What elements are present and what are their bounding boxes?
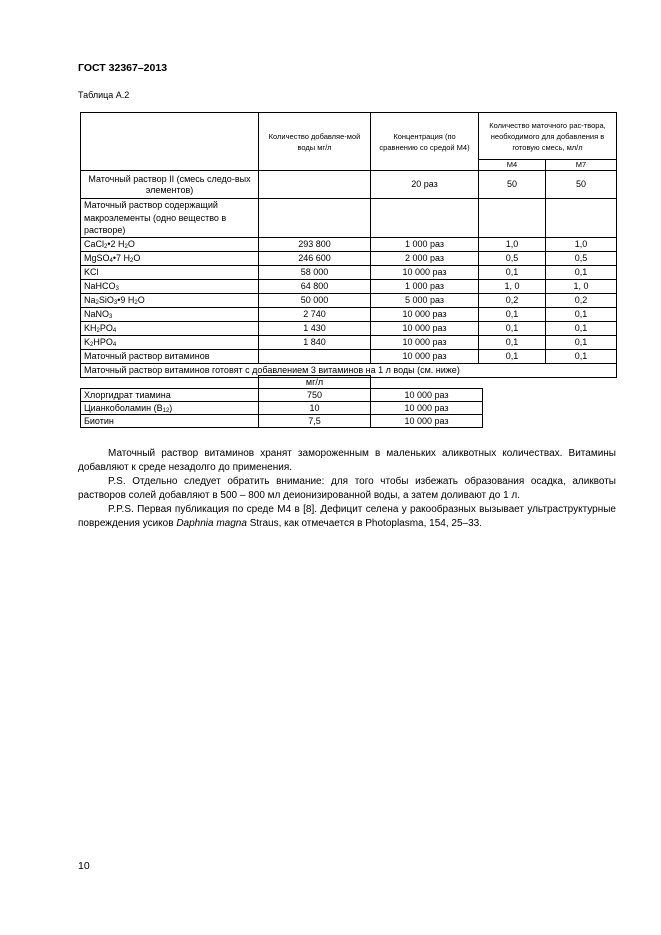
cell-m4: 1, 0: [479, 280, 546, 294]
cell-m4: 0,1: [479, 336, 546, 350]
row-label: $Na_2SiO_3•9$ $H_2O$: [81, 294, 259, 308]
cell-m7: 0,5: [546, 252, 617, 266]
header-m4: М4: [479, 160, 546, 171]
table-row: [81, 415, 483, 428]
vitamin-name: Хлоргидрат тиамина: [81, 389, 259, 402]
table-row: [81, 376, 483, 389]
cell-m7: 0,2: [546, 294, 617, 308]
cell-concentration: 5 000 раз: [371, 294, 479, 308]
cell-m4: 0,5: [479, 252, 546, 266]
cell-amount: 1 430: [259, 322, 371, 336]
cell-m7: 0,1: [546, 322, 617, 336]
cell-amount: 50 000: [259, 294, 371, 308]
header-amount: Количество добавляе-мой воды мг/л: [259, 113, 371, 171]
cell-m4: 0,1: [479, 350, 546, 364]
note-paragraph-2: P.S. Отдельно следует обратить внимание: для того чтобы избежать образования осадка, аликвоты растворов солей добавляют в 500 – 800 мл деионизированной воды, а затем доливают до 1 л.: [78, 476, 616, 501]
cell-amount: 58 000: [259, 266, 371, 280]
table-row: [81, 308, 617, 322]
page-number: 10: [78, 860, 90, 872]
row-label: MgSO$_4$•7 $H_2O$: [81, 252, 259, 266]
table-caption: Таблица А.2: [78, 90, 130, 100]
standard-title: ГОСТ 32367–2013: [78, 62, 168, 74]
table-row: [81, 322, 617, 336]
row-label: $KH_2PO_4$: [81, 322, 259, 336]
cell-concentration: 2 000 раз: [371, 252, 479, 266]
vitamin-concentration: 10 000 раз: [371, 402, 483, 415]
cell-amount: 246 600: [259, 252, 371, 266]
cell-concentration: 10 000 раз: [371, 308, 479, 322]
cell-m4: 50: [479, 171, 546, 199]
vitamin-name: Биотин: [81, 415, 259, 428]
cell-m7: 0,1: [546, 308, 617, 322]
vitamin-amount: 10: [259, 402, 371, 415]
cell-m4: 1,0: [479, 238, 546, 252]
cell-concentration: 10 000 раз: [371, 322, 479, 336]
vitamin-concentration: 10 000 раз: [371, 389, 483, 402]
cell-concentration: 1 000 раз: [371, 238, 479, 252]
vitamins-unit: мг/л: [259, 376, 371, 389]
table-row: [81, 280, 617, 294]
cell-concentration: 10 000 раз: [371, 350, 479, 364]
table-row: [81, 336, 617, 350]
table-row: [81, 389, 483, 402]
vitamins-table: [80, 375, 483, 428]
cell-m7: 0,1: [546, 266, 617, 280]
row-label: Маточный раствор витаминов: [81, 350, 259, 364]
row-label: CaCl$_2$•2 $H_2O$: [81, 238, 259, 252]
note-paragraph-1: Маточный раствор витаминов хранят замороженным в маленьких аликвотных количествах. Витамины добавляют к среде незадолго до применения.: [78, 448, 616, 473]
cell-m7: 0,1: [546, 336, 617, 350]
cell-concentration: 10 000 раз: [371, 336, 479, 350]
cell-m4: 0,2: [479, 294, 546, 308]
cell-m4: 0,1: [479, 322, 546, 336]
row-label: NaHCO$_3$: [81, 280, 259, 294]
vitamin-name: Цианкоболамин $(В_{12})$: [81, 402, 259, 415]
cell-m7: 0,1: [546, 350, 617, 364]
table-row: [81, 350, 617, 364]
cell-amount: 1 840: [259, 336, 371, 350]
table-row: [81, 199, 617, 238]
header-empty-cell: [81, 113, 259, 171]
table-row: [81, 294, 617, 308]
row-label: NaNO$_3$: [81, 308, 259, 322]
cell-m4: 0,1: [479, 308, 546, 322]
cell-m7: 50: [546, 171, 617, 199]
cell-concentration: 20 раз: [371, 171, 479, 199]
header-concentration: Концентрация (по сравнению со средой М4): [371, 113, 479, 171]
cell-amount: 64 800: [259, 280, 371, 294]
table-row: [81, 238, 617, 252]
note-paragraph-3: P.P.S. Первая публикация по среде М4 в [8]. Дефицит селена у ракообразных вызывает ультраструктурные повреждения усиков Daphnia magna Straus, как отмечается в Photoplasma, 154, 25–33.: [78, 504, 616, 529]
table-row: [81, 266, 617, 280]
header-stock-amount: Количество маточного рас-твора, необходимого для добавления в готовую смесь, мл/л: [479, 113, 617, 160]
row-label: $K_2HPO_4$: [81, 336, 259, 350]
cell-m7: 1, 0: [546, 280, 617, 294]
row-label: KCl: [81, 266, 259, 280]
row-label: Маточный раствор содержащий макроэлементы (одно вещество в растворе): [81, 199, 259, 238]
cell-amount: 2 740: [259, 308, 371, 322]
table-header-row: [81, 113, 617, 160]
cell-concentration: 10 000 раз: [371, 266, 479, 280]
row-label: Маточный раствор II (смесь следо-вых элементов): [81, 171, 259, 199]
table-row: [81, 402, 483, 415]
table-row: [81, 252, 617, 266]
cell-amount: 293 800: [259, 238, 371, 252]
vitamin-amount: 7,5: [259, 415, 371, 428]
table-row: [81, 171, 617, 199]
header-m7: М7: [546, 160, 617, 171]
cell-m4: 0,1: [479, 266, 546, 280]
composition-table: [80, 112, 617, 378]
vitamins-note: Маточный раствор витаминов готовят с добавлением 3 витаминов на 1 л воды (см. ниже): [81, 364, 617, 378]
cell-m7: 1,0: [546, 238, 617, 252]
vitamin-concentration: 10 000 раз: [371, 415, 483, 428]
cell-concentration: 1 000 раз: [371, 280, 479, 294]
vitamin-amount: 750: [259, 389, 371, 402]
